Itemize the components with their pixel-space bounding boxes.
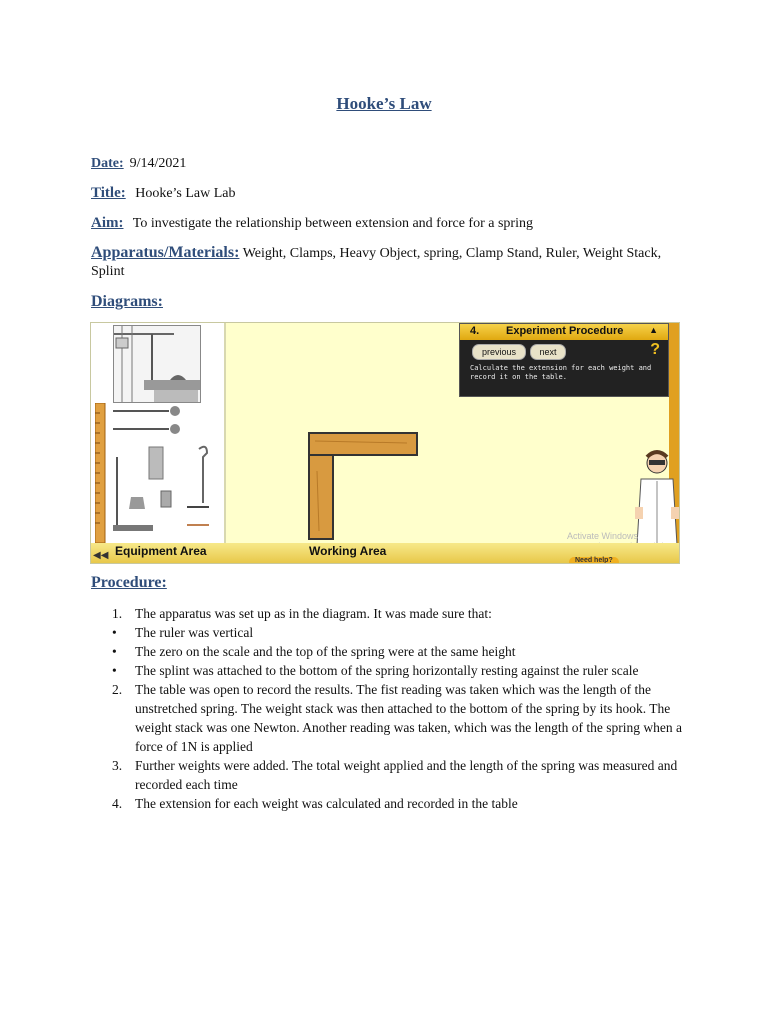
list-item: • The zero on the scale and the top of the spring were at the same height xyxy=(112,644,516,659)
title-label: Title: xyxy=(91,185,126,201)
procedure-header xyxy=(460,324,668,340)
date-line xyxy=(91,156,186,172)
title-line xyxy=(91,185,236,202)
diagrams-heading: Diagrams: xyxy=(91,293,163,310)
setup-thumbnail xyxy=(113,325,201,403)
rewind-icon[interactable]: ◀◀ xyxy=(93,550,109,561)
sim-bottom-bar xyxy=(91,543,679,563)
list-item: • The splint was attached to the bottom of the spring horizontally resting against the ruler scale xyxy=(112,663,639,678)
procedure-heading: Procedure: xyxy=(91,574,167,591)
list-item: • The ruler was vertical xyxy=(112,625,254,640)
weights-icon xyxy=(113,443,219,535)
help-icon[interactable]: ? xyxy=(650,341,660,358)
next-button[interactable]: next xyxy=(530,344,566,360)
aim-line xyxy=(91,215,533,232)
previous-button[interactable]: previous xyxy=(472,344,526,360)
procedure-list xyxy=(112,604,682,813)
aim-label: Aim: xyxy=(91,215,124,231)
scientist-icon xyxy=(635,447,679,545)
title-value: Hooke’s Law Lab xyxy=(135,186,236,201)
working-area-label: Working Area xyxy=(309,544,387,558)
apparatus-value: Weight, Clamps, Heavy Object, spring, Clamp Stand, Ruler, Weight Stack, Splint xyxy=(91,246,662,279)
equipment-area-label: Equipment Area xyxy=(115,544,207,558)
apparatus-label: Apparatus/Materials: xyxy=(91,244,240,261)
procedure-instruction: Calculate the extension for each weight and record it on the table. xyxy=(470,364,652,381)
experiment-procedure-panel xyxy=(459,323,669,397)
aim-value: To investigate the relationship between extension and force for a spring xyxy=(132,216,533,231)
list-item: 1. The apparatus was set up as in the diagram. It was made sure that: xyxy=(112,606,492,621)
need-help-button[interactable]: Need help? xyxy=(569,557,619,564)
list-item: 3. Further weights were added. The total weight applied and the length of the spring was measured and recorded each time xyxy=(112,758,678,792)
clamps-icon xyxy=(113,405,187,437)
date-value: 9/14/2021 xyxy=(129,156,187,171)
date-label: Date: xyxy=(91,156,124,171)
collapse-arrow-icon[interactable]: ▲ xyxy=(649,325,658,335)
ruler-icon xyxy=(95,403,107,543)
clamp-stand-icon xyxy=(114,326,200,402)
wooden-clamp-stand xyxy=(307,431,421,541)
apparatus-line xyxy=(91,244,681,281)
list-item: 4. The extension for each weight was calculated and recorded in the table xyxy=(112,796,518,811)
activate-windows-title: Activate Windows xyxy=(567,531,639,541)
panel-title: Experiment Procedure xyxy=(506,325,624,337)
equipment-panel xyxy=(91,323,226,563)
document-title: Hooke’s Law xyxy=(336,94,432,113)
list-item: 2. The table was open to record the results. The fist reading was taken which was the length of the unstretched spring. The weight stack was then attached to the bottom of the spring by its hook. The weight stack was one Newton. Another reading was taken, which was the length of the spring when a force of 1N is applied xyxy=(112,682,682,754)
simulation-screenshot xyxy=(90,322,680,564)
panel-number: 4. xyxy=(470,325,480,337)
